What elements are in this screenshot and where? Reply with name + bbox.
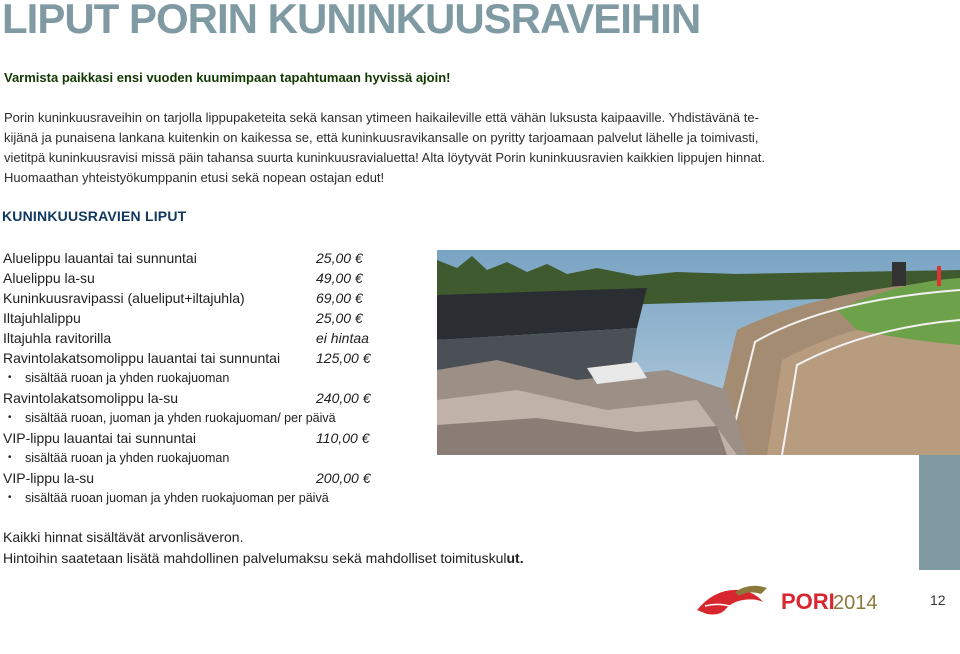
ticket-row <box>3 348 383 368</box>
intro-line: vietitpä kuninkuusravisi missä päin tahansa suurta kuninkuusravialuetta! Alta löytyvät Porin kuninkuusravien kaikkien lippujen hinnat. <box>4 150 765 165</box>
grandstand-photo <box>437 250 960 455</box>
page-title: LIPUT PORIN KUNINKUUSRAVEIHIN <box>2 0 701 42</box>
ticket-note-text: sisältää ruoan juoman ja yhden ruokajuoman per päivä <box>25 491 329 505</box>
logo-word: PORI <box>781 589 835 614</box>
fee-note-text: Hintoihin saatetaan lisätä mahdollinen palvelumaksu sekä mahdolliset toimituskul <box>3 550 507 566</box>
ticket-row <box>3 388 383 408</box>
bullet-icon: • <box>8 492 12 503</box>
ticket-price: 110,00 € <box>316 430 370 446</box>
ticket-row <box>3 288 383 308</box>
ticket-note <box>3 368 383 388</box>
intro-line: kijänä ja punaisena lankana kuitenkin on kaikessa se, että kuninkuusravikansalle on pyritty tarjoamaan palvelut lähelle ja toimivasti, <box>4 130 759 145</box>
fee-note <box>3 548 524 569</box>
ticket-label: Iltajuhlalippu <box>3 310 81 326</box>
ticket-row <box>3 468 383 488</box>
ticket-label: Aluelippu lauantai tai sunnuntai <box>3 250 197 266</box>
ticket-note <box>3 448 383 468</box>
bullet-icon: • <box>8 412 12 423</box>
intro-line: Porin kuninkuusraveihin on tarjolla lippupaketeita sekä kansan ytimeen haikaileville että vähän luksusta kaipaaville. Yhdistävänä te- <box>4 110 759 125</box>
ticket-note-text: sisältää ruoan ja yhden ruokajuoman <box>25 371 230 385</box>
ticket-label: Aluelippu la-su <box>3 270 95 286</box>
ticket-price: 25,00 € <box>316 310 363 326</box>
lead-text: Varmista paikkasi ensi vuoden kuumimpaan tapahtumaan hyvissä ajoin! <box>4 70 451 85</box>
intro-paragraph <box>4 108 884 188</box>
ticket-price: 200,00 € <box>316 470 371 486</box>
ticket-label: Ravintolakatsomolippu la-su <box>3 390 179 406</box>
ticket-label: VIP-lippu lauantai tai sunnuntai <box>3 430 197 446</box>
fee-note-bold: ut. <box>506 550 524 566</box>
ticket-price-list <box>3 248 383 508</box>
ticket-label: VIP-lippu la-su <box>3 470 95 486</box>
logo-year: 2014 <box>833 592 878 614</box>
ticket-label: Iltajuhla ravitorilla <box>3 330 112 346</box>
ticket-price: 240,00 € <box>316 390 371 406</box>
ticket-note-text: sisältää ruoan, juoman ja yhden ruokajuoman/ per päivä <box>25 411 336 425</box>
vat-note: Kaikki hinnat sisältävät arvonlisäveron. <box>3 529 244 545</box>
ticket-price: 125,00 € <box>316 350 371 366</box>
page-number: 12 <box>930 592 946 608</box>
bullet-icon: • <box>8 452 12 463</box>
section-title: KUNINKUUSRAVIEN LIPUT <box>2 208 187 224</box>
ticket-price: ei hintaa <box>316 330 369 346</box>
ticket-row <box>3 248 383 268</box>
ticket-label: Ravintolakatsomolippu lauantai tai sunnuntai <box>3 350 281 366</box>
ticket-row <box>3 308 383 328</box>
bullet-icon: • <box>8 372 12 383</box>
ticket-note-text: sisältää ruoan ja yhden ruokajuoman <box>25 451 230 465</box>
ticket-row <box>3 268 383 288</box>
grandstand-photo-illustration <box>437 250 960 455</box>
ticket-note <box>3 488 383 508</box>
accent-bar <box>919 455 960 570</box>
ticket-price: 25,00 € <box>316 250 363 266</box>
ticket-note <box>3 408 383 428</box>
ticket-row <box>3 328 383 348</box>
ticket-row <box>3 428 383 448</box>
ticket-label: Kuninkuusravipassi (alueliput+iltajuhla) <box>3 290 245 306</box>
ticket-price: 69,00 € <box>316 290 363 306</box>
horse-logo-icon <box>695 580 880 620</box>
ticket-price: 49,00 € <box>316 270 363 286</box>
pori2014-logo <box>695 580 880 620</box>
intro-line: Huomaathan yhteistyökumppanin etusi sekä nopean ostajan edut! <box>4 170 385 185</box>
footer-notes <box>3 527 524 569</box>
